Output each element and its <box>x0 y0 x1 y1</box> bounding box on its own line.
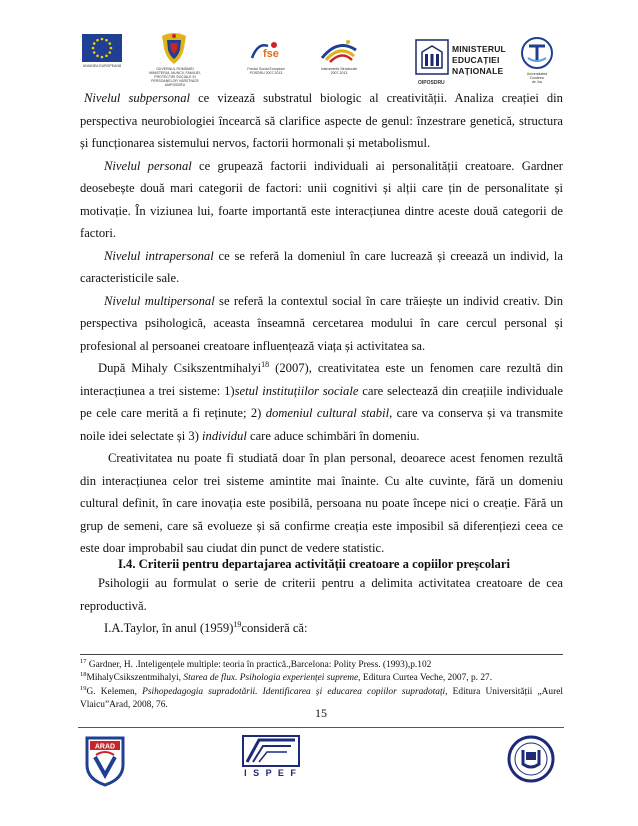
footnote-ref-19: 19 <box>233 620 242 629</box>
svg-text:fse: fse <box>263 48 279 60</box>
ministry-education-text: MINISTERUL EDUCAȚIEI NAȚIONALE <box>452 44 506 76</box>
paragraph-multipersonal: Nivelul multipersonal se referă la contextul social în care trăiește un individ creativ. Din perspectiva psihologică, aceasta înseamnă cercetarea modului în care cercul personal și profesional al persoanei creatoare influențează viața și activitatea sa. <box>80 293 563 353</box>
footnote-divider <box>80 654 563 655</box>
footnote-18: $^{18}$MihalyCsikszentmihalyi, Starea de flux. Psihologia experienței supreme, Editura Curtea Veche, 2007, p. 27. <box>80 671 493 684</box>
paragraph-intrapersonal: Nivelul intrapersonal ce se referă la domeniul în care lucrează și creează un individ, la caracteristicile sale. <box>80 248 563 285</box>
term-personal: Nivelul personal <box>104 158 192 173</box>
footnote-ref-18: 18 <box>261 360 270 369</box>
term-subpersonal: Nivelul subpersonal <box>84 91 191 105</box>
instrumente-structurale-logo <box>318 36 360 64</box>
fse-logo-caption: Fondul Social European POSDRU 2007-2013 <box>247 67 285 75</box>
term-intrapersonal: Nivelul intrapersonal <box>104 248 214 263</box>
romania-coat-of-arms-logo <box>160 32 188 66</box>
university-crest-logo <box>506 734 556 784</box>
government-logo-caption: GUVERNUL ROMÂNIEI MINISTERUL MUNCII, FAMILIEI, PROTECȚIEI SOCIALE ȘI PERSOANELOR VÂRSTNICE AMPOSDRU <box>149 67 201 87</box>
ispef-label: I S P E F <box>244 768 298 778</box>
university-logo <box>520 36 554 70</box>
footnotes <box>80 659 563 713</box>
paragraph-csikszentmihalyi: După Mihaly Csikszentmihalyi$^{18}$ (2007), creativitatea este un fenomen care rezultă din interacțiunea a trei sisteme: 1)setul instituțiilor sociale care selectează din creațiile individuale pe cele care merită a fi reținute; 2) domeniul cultural stabil, care va conserva și va transmite noile idei selectate și 3) individul care aduce schimbări în domeniu. <box>80 360 564 443</box>
paragraph-creativity-systems: Creativitatea nu poate fi studiată doar în plan personal, deoarece acest fenomen rezultă din interacțiunea celor trei sisteme amintite mai înainte. Cu alte cuvinte, fără un domeniu cultural definit, în care inovația este posibilă, persoana nu poate începe nici o creație. Fără un grup de semeni, care să evolueze și să confirme creația este imposibil să diferențiezi ceea ce este doar improbabil sau ciudat din punct de vedere statistic. <box>80 451 563 555</box>
eu-flag-logo <box>82 34 122 62</box>
footnote-19: $^{19}$G. Kelemen, Psihopedagogia supradotării. Identificarea și educarea copiilor supradotați, Editura Universității „Aurel Vlaicu”Arad, 2008, 76. <box>80 684 563 711</box>
footer-divider <box>78 727 564 728</box>
footnote-17: $^{17}$ Gardner, H. .Inteligențele multiple: teoria în practică.,Barcelona: Polity Press. (1993),p.102 <box>80 658 432 670</box>
paragraph-criteria: Psihologii au formulat o serie de criterii pentru a delimita activitatea creatoare de cea reproductivă. <box>80 576 563 613</box>
instrumente-structurale-caption: Instrumente Structurale 2007-2013 <box>320 67 358 75</box>
university-caption: Universitatea Dunărea de Jos <box>526 72 548 84</box>
section-heading: I.4. Criterii pentru departajarea activității creatoare a copiilor preșcolari <box>118 557 510 571</box>
paragraph-subpersonal: Nivelul subpersonal ce vizează substratul biologic al creativității. Analiza creației din perspectiva neurobiologiei încearcă să clarifice aspecte de genul: înzestrare genetică, structura și funcționarea sistemului nervos, factorii hormonali și metabolismul. <box>80 91 563 150</box>
paragraph-personal: Nivelul personal ce grupează factorii individuali ai personalității creatoare. Gardner deosebește două mari categorii de factori: unii cognitivi și alții care țin de personalitate și motivație. În viziunea lui, foarte importantă este interacțiunea dintre aceste două categorii de factori. <box>80 158 563 240</box>
section-body-text <box>80 572 563 640</box>
oiposdru-logo <box>414 38 450 78</box>
eu-logo-caption: UNIUNEA EUROPEANĂ <box>82 64 122 68</box>
main-body-text <box>80 87 563 560</box>
oiposdru-caption: OIPOSDRU <box>418 80 445 86</box>
arad-university-logo <box>84 735 126 787</box>
arad-label: ARAD <box>94 743 116 751</box>
page-number: 15 <box>315 706 327 720</box>
paragraph-taylor: I.A.Taylor, în anul $(1959)^{19}consideră$ că: <box>104 620 308 635</box>
fse-logo <box>248 38 282 64</box>
term-multipersonal: Nivelul multipersonal <box>104 293 215 308</box>
